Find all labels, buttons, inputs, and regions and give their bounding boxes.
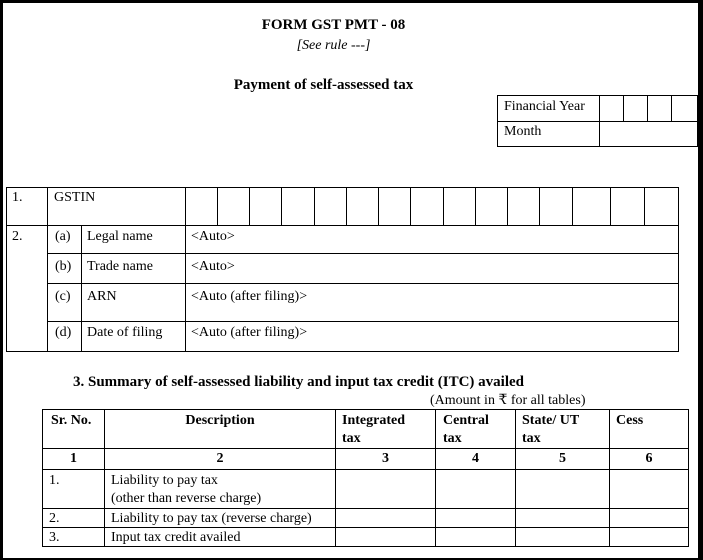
row-3-amount-cells[interactable]	[336, 528, 688, 546]
month-field[interactable]	[600, 122, 697, 146]
table-row-number: 2.	[49, 511, 60, 526]
form-title: FORM GST PMT - 08	[261, 17, 406, 33]
legal-name-value: <Auto>	[191, 229, 235, 244]
sr-no-header: Sr. No.	[51, 413, 92, 428]
trade-name-label: Trade name	[87, 259, 153, 274]
rule-reference: [See rule ---]	[296, 38, 371, 53]
trade-name-value: <Auto>	[191, 259, 235, 274]
date-of-filing-value: <Auto (after filing)>	[191, 325, 308, 340]
item-b-letter: (b)	[55, 259, 72, 274]
central-tax-header: Central	[443, 413, 489, 428]
central-tax-header-line2: tax	[443, 431, 462, 446]
gstin-label: GSTIN	[54, 190, 96, 205]
amount-note: (Amount in ₹ for all tables)	[430, 393, 586, 408]
table-row-description: Liability to pay tax (reverse charge)	[111, 511, 312, 526]
row-2-amount-cells[interactable]	[336, 509, 688, 527]
arn-label: ARN	[87, 289, 117, 304]
item-a-letter: (a)	[55, 229, 71, 244]
summary-heading: 3. Summary of self-assessed liability and input tax credit (ITC) availed	[73, 374, 524, 390]
column-number: 5	[559, 451, 566, 466]
column-number: 4	[472, 451, 479, 466]
legal-name-label: Legal name	[87, 229, 153, 244]
item-c-letter: (c)	[55, 289, 71, 304]
form-page	[3, 3, 698, 558]
description-header: Description	[185, 413, 255, 428]
row-1-amount-cells[interactable]	[336, 470, 688, 508]
column-number: 2	[216, 451, 224, 466]
table-row-description-line2: (other than reverse charge)	[111, 491, 262, 506]
integrated-tax-header-line2: tax	[342, 431, 361, 446]
form-subtitle: Payment of self-assessed tax	[233, 77, 414, 93]
financial-year-field[interactable]	[600, 96, 697, 121]
gstin-field[interactable]	[186, 188, 678, 225]
financial-year-label: Financial Year	[504, 99, 585, 114]
state-ut-tax-header-line2: tax	[522, 431, 541, 446]
table-row-number: 1.	[49, 473, 60, 488]
row-1-number: 1.	[12, 190, 23, 205]
column-number: 1	[70, 451, 77, 466]
table-row-description: Liability to pay tax	[111, 473, 218, 488]
date-of-filing-label: Date of filing	[87, 325, 163, 340]
column-number: 3	[382, 451, 389, 466]
row-2-number: 2.	[12, 229, 23, 244]
arn-value: <Auto (after filing)>	[191, 289, 308, 304]
item-d-letter: (d)	[55, 325, 72, 340]
month-label: Month	[504, 124, 542, 139]
cess-header: Cess	[616, 413, 644, 428]
column-number: 6	[645, 451, 653, 466]
state-ut-tax-header: State/ UT	[522, 413, 580, 428]
integrated-tax-header: Integrated	[342, 413, 405, 428]
table-row-number: 3.	[49, 530, 60, 545]
table-row-description: Input tax credit availed	[111, 530, 241, 545]
